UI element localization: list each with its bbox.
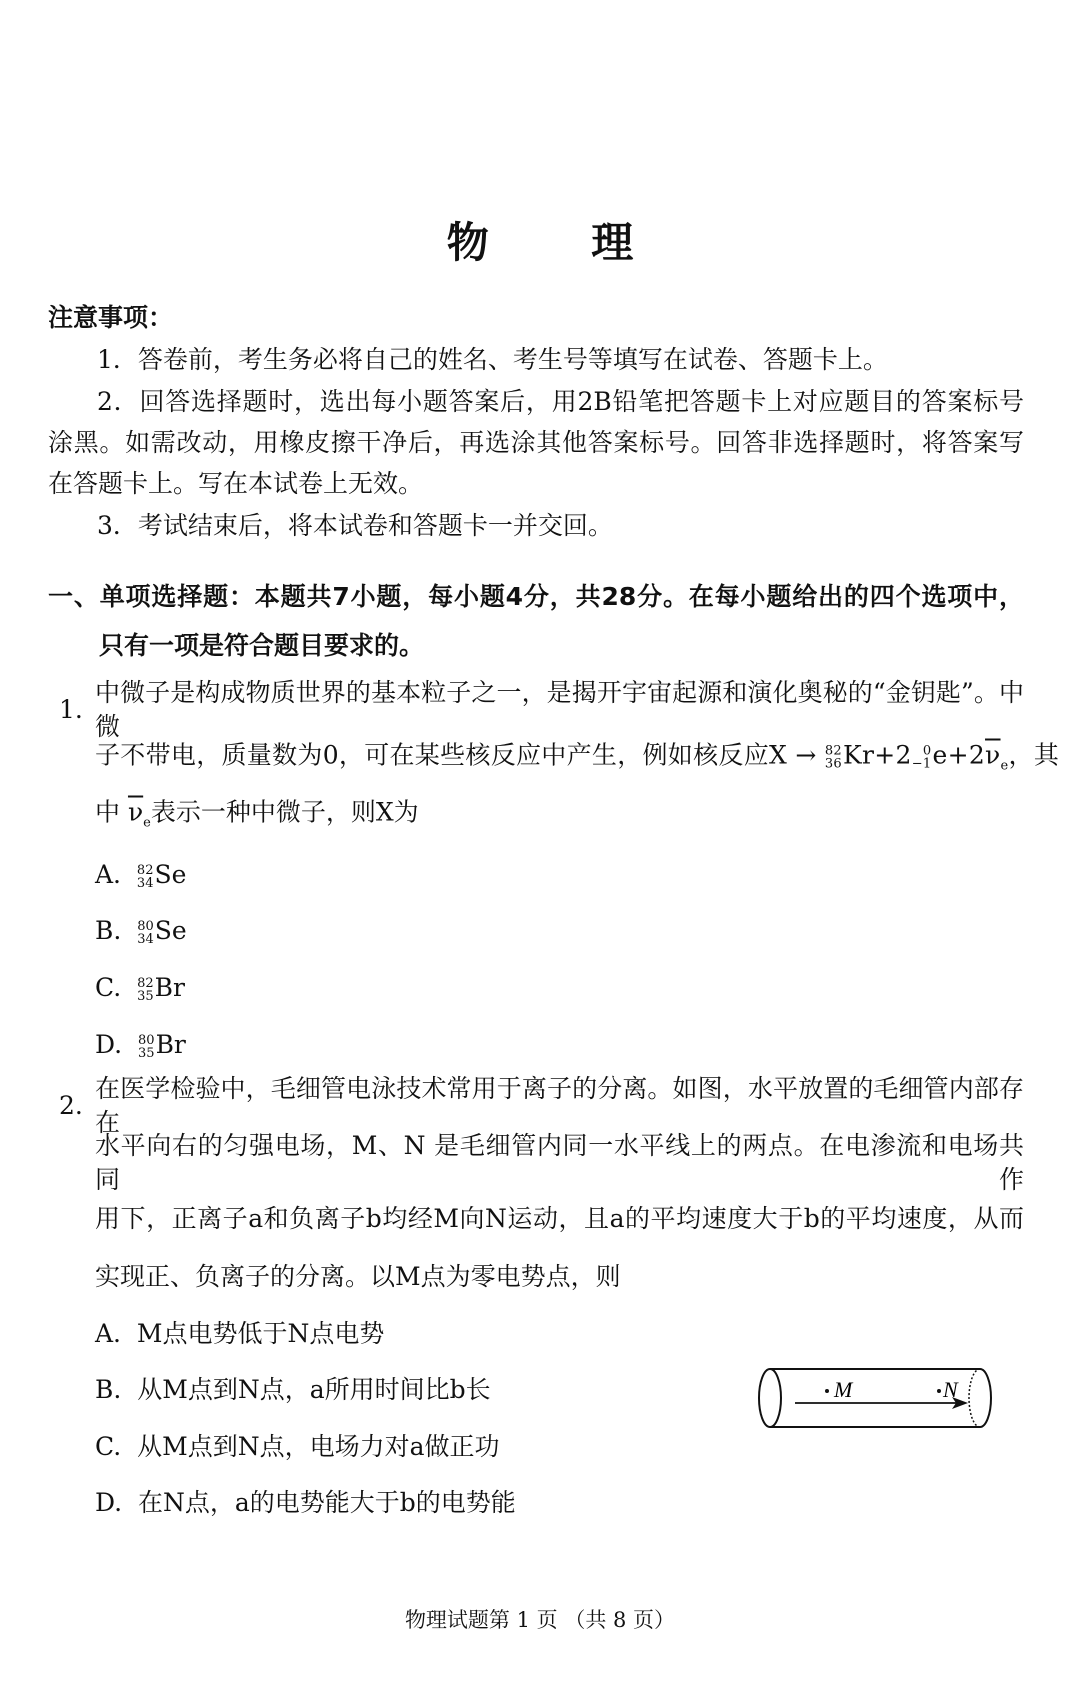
svg-text:N: N: [943, 1377, 958, 1402]
section-heading: 一、单项选择题：本题共7小题，每小题4分，共28分。在每小题给出的四个选项中，: [48, 582, 1024, 611]
capillary-tube-figure: [740, 1355, 1000, 1435]
q1-text: 子不带电，质量数为0，可在某些核反应中产生，例如核反应X →: [95, 740, 817, 770]
q1-line: 中微子是构成物质世界的基本粒子之一，是揭开宇宙起源和演化奥秘的“金钥匙”。中微: [95, 678, 1024, 741]
notice-line: 2．回答选择题时，选出每小题答案后，用2B铅笔把答题卡上对应题目的答案标号: [97, 387, 1024, 416]
q1-number: 1.: [59, 695, 83, 724]
q1-option-a[interactable]: A. 82 34 Se: [95, 860, 187, 891]
q1-option-c[interactable]: C. 82 35 Br: [95, 973, 185, 1004]
q1-line-reaction: 子不带电，质量数为0，可在某些核反应中产生，例如核反应X → 82 36 Kr+2 0 −1 $e+2\overline{\nu}_e$，其: [95, 740, 1060, 774]
q2-line: 用下，正离子a和负离子b均经M向N运动，且a的平均速度大于b的平均速度，从而: [95, 1204, 1024, 1233]
q2-option-b[interactable]: B. 从M点到N点，a所用时间比b长: [95, 1375, 491, 1404]
q2-line: 水平向右的匀强电场，M、N 是毛细管内同一水平线上的两点。在电渗流和电场共同作: [95, 1131, 1024, 1194]
page-footer: 物理试题第 1 页 （共 8 页）: [404, 1608, 676, 1632]
q2-option-c[interactable]: C. 从M点到N点，电场力对a做正功: [95, 1432, 500, 1461]
q1-line: 中 $\overline{\nu}_e$表示一种中微子，则X为: [95, 797, 419, 831]
notice-line: 在答题卡上。写在本试卷上无效。: [48, 469, 424, 498]
isotope-e: 0 −1: [911, 743, 932, 771]
page-title: 物 理: [446, 218, 678, 267]
q1-option-d[interactable]: D. 80 35 Br: [95, 1030, 186, 1061]
notice-line: 涂黑。如需改动，用橡皮擦干净后，再选涂其他答案标号。回答非选择题时，将答案写: [48, 428, 1024, 457]
notice-line: 1．答卷前，考生务必将自己的姓名、考生号等填写在试卷、答题卡上。: [97, 345, 888, 374]
section-heading-cont: 只有一项是符合题目要求的。: [99, 631, 425, 660]
svg-text:M: M: [834, 1377, 853, 1402]
q2-option-d[interactable]: D. 在N点，a的电势能大于b的电势能: [95, 1488, 516, 1517]
q2-line: 实现正、负离子的分离。以M点为零电势点，则: [95, 1262, 621, 1291]
isotope-kr: 82 36: [824, 743, 843, 771]
q1-option-b[interactable]: B. 80 34 Se: [95, 916, 187, 947]
q2-line: 在医学检验中，毛细管电泳技术常用于离子的分离。如图，水平放置的毛细管内部存在: [95, 1074, 1024, 1137]
q2-option-a[interactable]: A. M点电势低于N点电势: [95, 1319, 385, 1348]
notice-line: 3．考试结束后，将本试卷和答题卡一并交回。: [97, 511, 613, 540]
notice-heading: 注意事项：: [48, 303, 174, 332]
q2-number: 2.: [59, 1091, 83, 1120]
